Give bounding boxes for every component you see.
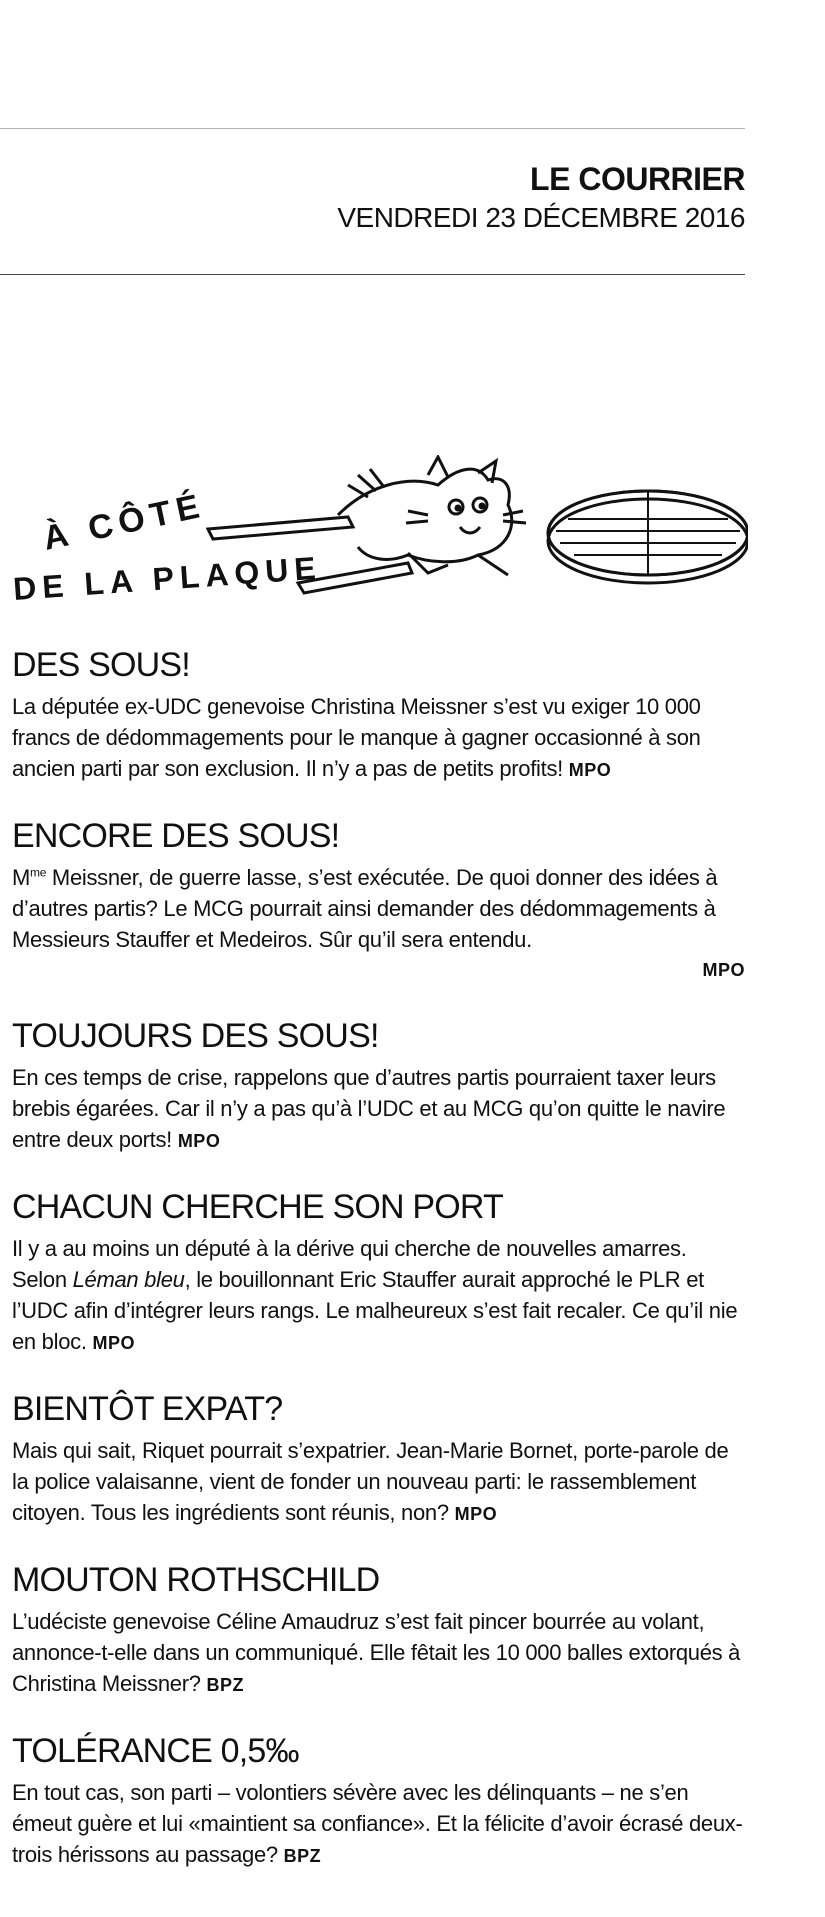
article-mouton-rothschild [12,1560,745,1701]
article-body [12,1233,745,1359]
publication-date: VENDREDI 23 DÉCEMBRE 2016 [337,202,745,233]
a-cote-de-la-plaque-logo [8,455,748,615]
article-body [12,1606,745,1701]
author-signature: MPO [702,960,745,980]
article-text: Mais qui sait, Riquet pourrait s’expatrier. Jean-Marie Bornet, porte-parole de la police valaisanne, vient de fonder un nouveau parti: le rassemblement citoyen. Tous les ingrédients sont réunis, non? [12,1438,729,1525]
article-text: En tout cas, son parti – volontiers sévère avec les délinquants – ne s’en émeut guère et lui «maintient sa confiance». Et la félicite d’avoir écrasé deux-trois hérissons au passage? [12,1780,743,1867]
article-text-italic: Léman bleu [72,1267,185,1292]
article-text: , le bouillonnant Eric Stauffer aurait approché le PLR et l’UDC afin d’intégrer leurs rangs. Le malheureux s’est fait recaler. Ce qu’il nie en bloc. [12,1267,738,1354]
article-title: CHACUN CHERCHE SON PORT [12,1188,504,1226]
paper-name: LE COURRIER [530,161,745,197]
author-signature: MPO [92,1333,135,1353]
article-text-prefix: M [12,865,31,890]
article-text: Il y a au moins un député à la dérive qui cherche de nouvelles amarres. Selon [12,1236,687,1292]
author-signature: MPO [454,1504,498,1524]
masthead [337,160,745,236]
article-body [12,691,745,786]
article-title: ENCORE DES SOUS! [12,817,340,855]
article-body [12,1435,745,1530]
author-signature: MPO [177,1131,221,1151]
logo-line-2: DE LA PLAQUE [11,549,323,607]
article-title: TOLÉRANCE 0,5‰ [12,1732,299,1770]
article-title: DES SOUS! [12,646,190,684]
article-des-sous [12,645,745,786]
article-text: L’udéciste genevoise Céline Amaudruz s’est fait pincer bourrée au volant, annonce-t-elle dans un communiqué. Elle fêtait les 10 000 balles extorqués à Christina Meissner? [12,1609,741,1696]
article-chacun-cherche-son-port [12,1187,745,1359]
articles-column [12,645,745,1902]
author-signature: BPZ [283,1846,322,1866]
top-divider [0,128,745,129]
article-tolerance [12,1731,745,1872]
header-divider [0,274,745,275]
article-bientot-expat [12,1389,745,1530]
article-body [12,862,745,986]
article-text: Meissner, de guerre lasse, s’est exécutée. De quoi donner des idées à d’autres partis? Le MCG pourrait ainsi demander des dédommagements à Messieurs Stauffer et Medeiros. Sûr qu’il sera entendu. [12,865,718,952]
article-title: TOUJOURS DES SOUS! [12,1017,379,1055]
author-signature: BPZ [206,1675,245,1695]
article-title: MOUTON ROTHSCHILD [12,1561,380,1599]
logo-line-1: À CÔTÉ [39,486,209,558]
article-text-superscript: me [30,865,47,880]
article-text: En ces temps de crise, rappelons que d’autres partis pourraient taxer leurs brebis égarées. Car il n’y a pas qu’à l’UDC et au MCG qu’on quitte le navire entre deux ports! [12,1065,726,1152]
article-body [12,1062,745,1157]
article-body [12,1777,745,1872]
article-title: BIENTÔT EXPAT? [12,1390,283,1428]
article-text: La députée ex-UDC genevoise Christina Meissner s’est vu exiger 10 000 francs de dédommagements pour le manque à gagner occasionné à son ancien parti par son exclusion. Il n’y a pas de petits profits! [12,694,701,781]
article-toujours-des-sous [12,1016,745,1157]
article-encore-des-sous [12,816,745,986]
author-signature: MPO [568,760,612,780]
